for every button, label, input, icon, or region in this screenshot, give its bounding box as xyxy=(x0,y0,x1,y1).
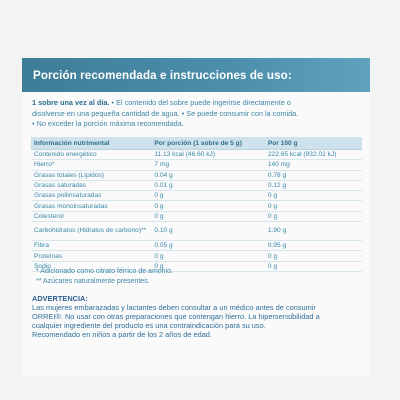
dose-lead: 1 sobre una vez al día. xyxy=(32,98,110,107)
instructions-line-3: • No exceder la porción máxima recomendada. xyxy=(32,119,184,129)
section-title-banner xyxy=(22,58,370,92)
per-serving-value: 0 g xyxy=(151,261,265,271)
table-row xyxy=(31,211,362,221)
per-100g-value: 0.12 g xyxy=(265,180,362,190)
per-100g-value: 1.90 g xyxy=(265,222,362,241)
table-row xyxy=(31,201,362,211)
table-row xyxy=(31,150,362,160)
per-serving-value: 0 g xyxy=(151,191,265,201)
per-100g-value: 0 g xyxy=(265,261,362,271)
warning-line-1: Las mujeres embarazadas y lactantes deben consultar a un médico antes de consumir xyxy=(32,303,316,313)
instructions-line-1-rest: • El contenido del sobre puede ingerirse directamente o xyxy=(109,98,291,107)
instructions-line-1 xyxy=(32,98,362,109)
per-100g-value: 0 g xyxy=(265,251,362,261)
nutrient-name: Grasas totales (Lípidos) xyxy=(31,170,151,180)
header-per-100g: Por 100 g xyxy=(265,137,362,150)
table-row xyxy=(31,241,362,251)
nutrient-name: Hierro* xyxy=(31,160,151,170)
table-row xyxy=(31,160,362,170)
table-row xyxy=(31,191,362,201)
warning-line-3: cualquier ingrediente del producto es una contraindicación para su uso. xyxy=(32,321,266,331)
nutrient-name: Contenido energético xyxy=(31,150,151,160)
per-serving-value: 0 g xyxy=(151,201,265,211)
footnotes xyxy=(36,267,356,286)
per-100g-value: 140 mg xyxy=(265,160,362,170)
per-serving-value: 0 g xyxy=(151,211,265,221)
table-row xyxy=(31,180,362,190)
per-100g-value: 222.65 kcal (932.02 kJ) xyxy=(265,150,362,160)
header-per-serving: Por porción (1 sobre de 5 g) xyxy=(151,137,265,150)
per-serving-value: 11.13 kcal (46.60 kJ) xyxy=(151,150,265,160)
per-serving-value: 0.01 g xyxy=(151,180,265,190)
per-100g-value: 0 g xyxy=(265,191,362,201)
per-serving-value: 0.04 g xyxy=(151,170,265,180)
per-serving-value: 7 mg xyxy=(151,160,265,170)
per-serving-value: 0 g xyxy=(151,251,265,261)
per-100g-value: 0 g xyxy=(265,211,362,221)
nutrient-name: Proteínas xyxy=(31,251,151,261)
nutrition-table xyxy=(31,137,362,272)
nutrient-name: Grasas saturadas xyxy=(31,180,151,190)
section-title: Porción recomendada e instrucciones de uso: xyxy=(33,68,292,82)
per-serving-value: 0.10 g xyxy=(151,222,265,241)
table-row xyxy=(31,170,362,180)
warning-line-2: ORREI®. No usar con otras preparaciones que contengan hierro. La hipersensibilidad a xyxy=(32,312,320,322)
nutrition-table-header xyxy=(31,137,362,150)
instructions-line-2: disolverse en una pequeña cantidad de agua. • Se puede consumir con la comida. xyxy=(32,108,299,118)
header-nutrient: Información nutrimental xyxy=(31,137,151,150)
footnote-iron: * Adicionado como citrato férrico de amonio. xyxy=(36,268,173,275)
per-100g-value: 0 g xyxy=(265,201,362,211)
nutrient-name: Grasas poliinsaturadas xyxy=(31,191,151,201)
warning-title: ADVERTENCIA: xyxy=(32,294,88,303)
nutrient-name: Grasas monoinsaturadas xyxy=(31,201,151,211)
warning-line-4: Recomendado en niños a partir de los 2 años de edad. xyxy=(32,330,212,340)
nutrient-name: Sodio xyxy=(31,261,151,271)
warning-block xyxy=(32,294,366,339)
footnote-sugars: ** Azúcares naturalmente presentes. xyxy=(36,277,150,285)
table-row xyxy=(31,222,362,241)
nutrient-name: Colesterol xyxy=(31,211,151,221)
nutrient-name: Fibra xyxy=(31,241,151,251)
table-row xyxy=(31,251,362,261)
per-serving-value: 0.05 g xyxy=(151,241,265,251)
usage-instructions xyxy=(32,98,362,130)
per-100g-value: 0.95 g xyxy=(265,241,362,251)
per-100g-value: 0.78 g xyxy=(265,170,362,180)
nutrient-name: Carbohidratos (Hidratos de carbono)** xyxy=(31,222,151,241)
